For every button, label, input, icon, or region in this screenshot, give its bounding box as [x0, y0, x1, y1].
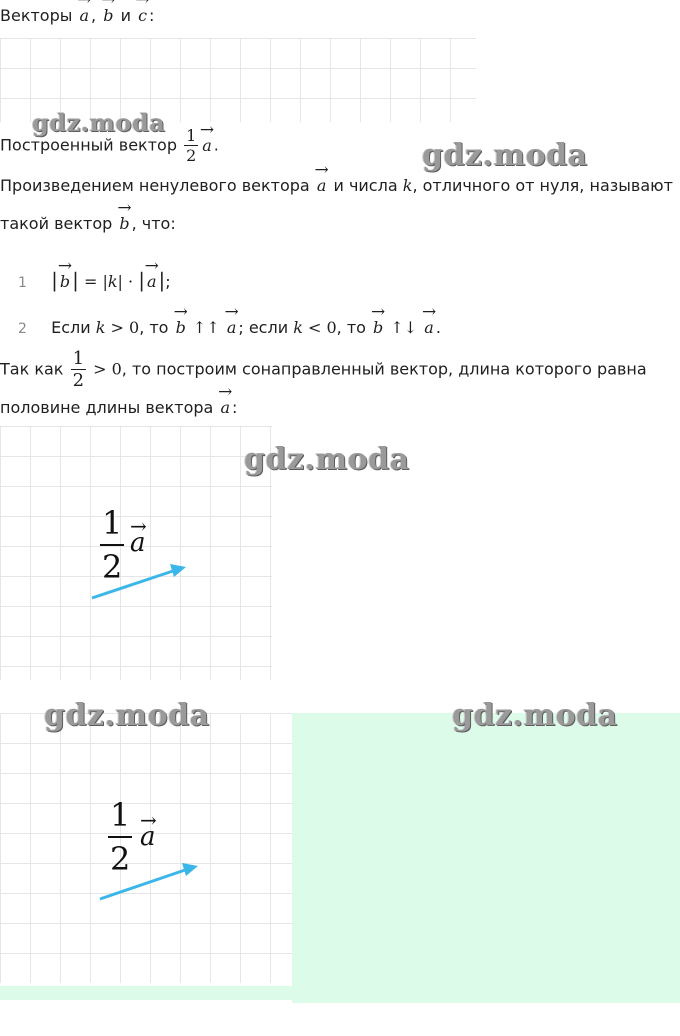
half-a-vector-arrowhead: [170, 564, 186, 577]
fraction-numerator: 1: [108, 796, 132, 838]
half-a-vector-arrowhead: [182, 863, 198, 876]
colon: :: [149, 6, 155, 25]
list-number: 1: [18, 275, 27, 291]
definition-text: Произведением ненулевого вектора: [0, 176, 310, 195]
figure-1-vector-svg: [0, 426, 272, 680]
colon: :: [232, 398, 238, 417]
scalar-k: k: [402, 176, 413, 195]
half-length-line: [0, 398, 237, 417]
vector-a: → a: [200, 136, 214, 155]
since-text: Так как: [0, 359, 64, 379]
vector-c: → c: [136, 6, 149, 25]
vector-a: → a: [77, 6, 91, 25]
figure-2-vector-svg: [0, 713, 292, 983]
fraction-denominator: 2: [186, 146, 197, 165]
vector-b: → b: [117, 214, 131, 233]
less-zero: < 0: [308, 318, 337, 337]
abs-open: |: [51, 268, 58, 292]
then-text: , то: [336, 318, 366, 337]
figure-1-vector-label: → a: [130, 528, 146, 558]
fraction-numerator: 1: [186, 126, 197, 145]
period: .: [213, 135, 219, 155]
equals-sign: =: [83, 272, 98, 291]
vector-a: → a: [422, 318, 436, 337]
list-item-1: [18, 268, 171, 292]
definition-text: , отличного от нуля, называют: [412, 176, 673, 195]
list-number: 2: [18, 321, 27, 337]
list-item-2: [18, 318, 441, 337]
greater-zero: > 0: [110, 318, 140, 337]
fraction-denominator: 2: [110, 840, 131, 878]
definition-line-1: [0, 176, 673, 195]
built-vector-text: Построенный вектор: [0, 135, 177, 155]
vector-a: → a: [315, 176, 329, 195]
fraction-half: [71, 350, 86, 390]
half-a-vector-line: [92, 570, 176, 598]
greater-zero: > 0: [93, 359, 122, 379]
vectors-intro-text: Векторы: [0, 6, 73, 25]
since-line: [0, 350, 647, 390]
definition-text: , что:: [131, 214, 176, 233]
abs-close: |: [158, 268, 166, 292]
vector-b: → b: [101, 6, 115, 25]
if-text: ; если: [238, 318, 289, 337]
abs-close: |: [117, 272, 123, 291]
watermark: gdz.moda: [44, 698, 210, 733]
then-text: , то: [139, 318, 169, 337]
abs-open: |: [102, 272, 108, 291]
half-a-vector-line: [100, 869, 188, 899]
definition-line-2: [0, 214, 176, 233]
abs-open: |: [138, 268, 145, 292]
figure-2-vector-label: → a: [140, 822, 156, 852]
scalar-k: k: [107, 272, 118, 291]
vector-b: → b: [371, 318, 385, 337]
vector-a: → a: [225, 318, 239, 337]
semicolon: ;: [165, 272, 171, 291]
comma: ,: [91, 6, 97, 25]
watermark: gdz.moda: [32, 108, 166, 137]
opposite-sign: ↑↓: [390, 318, 418, 337]
fraction-denominator: 2: [102, 548, 123, 586]
vector-b: → b: [174, 318, 188, 337]
fraction-half: [184, 128, 198, 164]
definition-text: такой вектор: [0, 214, 113, 233]
definition-text: и числа: [333, 176, 398, 195]
if-text: Если: [51, 318, 91, 337]
vector-a: → a: [145, 272, 159, 291]
and-text: и: [120, 6, 131, 25]
scalar-k: k: [293, 318, 303, 337]
half-length-text: половине длины вектора: [0, 398, 214, 417]
abs-close: |: [72, 268, 79, 292]
built-vector-line: [0, 128, 219, 164]
fraction-numerator: 1: [100, 504, 124, 546]
watermark: gdz.moda: [422, 138, 588, 173]
fraction-numerator: 1: [72, 348, 85, 369]
dot-sign: ·: [128, 272, 134, 291]
vectors-intro-line: [0, 6, 154, 25]
codirectional-sign: ↑↑: [192, 318, 220, 337]
green-strip: [0, 986, 680, 1000]
green-panel: [292, 713, 680, 1003]
vector-a: → a: [218, 398, 232, 417]
scalar-k: k: [95, 318, 106, 337]
fraction-denominator: 2: [72, 370, 85, 391]
vector-b: → b: [58, 272, 72, 291]
watermark: gdz.moda: [452, 698, 618, 733]
watermark: gdz.moda: [244, 442, 410, 477]
since-text: , то построим сонаправленный вектор, длина которого равна: [121, 359, 647, 379]
period: .: [435, 318, 441, 337]
